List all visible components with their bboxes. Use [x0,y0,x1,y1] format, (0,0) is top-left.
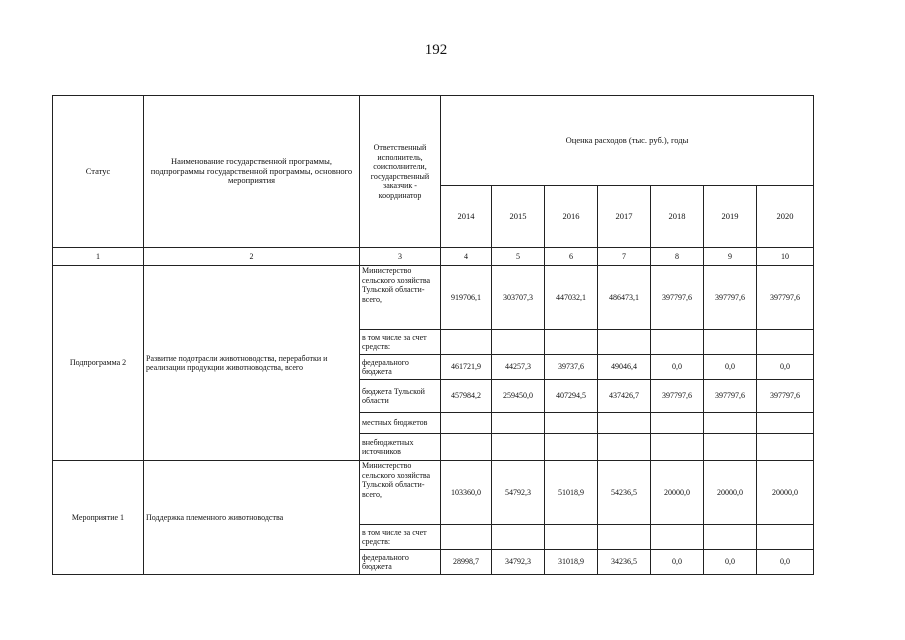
year-cell: 2020 [757,186,814,248]
value-cell: 20000,0 [651,461,704,525]
value-cell: 457984,2 [441,380,492,413]
table-row [53,266,814,330]
value-cell [598,413,651,434]
row-source: Министерство сельского хозяйства Тульской области- всего, [360,461,441,525]
value-cell [545,330,598,355]
value-cell: 397797,6 [704,380,757,413]
value-cell: 397797,6 [704,266,757,330]
value-cell: 437426,7 [598,380,651,413]
row-source: внебюджетных источников [360,434,441,461]
value-cell: 39737,6 [545,355,598,380]
value-cell: 103360,0 [441,461,492,525]
header-status: Статус [53,96,144,248]
row-source: в том числе за счет средств: [360,525,441,550]
value-cell: 397797,6 [757,380,814,413]
year-cell: 2016 [545,186,598,248]
row-source: федерального бюджета [360,355,441,380]
value-cell [492,330,545,355]
value-cell [598,330,651,355]
row-name: Поддержка племенного животноводства [144,461,360,575]
column-number: 2 [144,248,360,266]
value-cell [545,434,598,461]
column-number: 10 [757,248,814,266]
value-cell: 0,0 [757,550,814,575]
column-number: 7 [598,248,651,266]
value-cell: 54792,3 [492,461,545,525]
value-cell [441,434,492,461]
value-cell: 28998,7 [441,550,492,575]
value-cell [598,434,651,461]
value-cell: 461721,9 [441,355,492,380]
column-number: 9 [704,248,757,266]
value-cell: 20000,0 [757,461,814,525]
row-source: федерального бюджета [360,550,441,575]
value-cell [441,330,492,355]
value-cell: 919706,1 [441,266,492,330]
column-number: 8 [651,248,704,266]
value-cell: 407294,5 [545,380,598,413]
header-name: Наименование государственной программы, подпрограммы государственной программы, основного мероприятия [144,96,360,248]
value-cell: 397797,6 [757,266,814,330]
value-cell: 0,0 [651,550,704,575]
value-cell [757,525,814,550]
header-row-1 [53,96,814,186]
value-cell [757,413,814,434]
value-cell [545,413,598,434]
row-source: Министерство сельского хозяйства Тульской области- всего, [360,266,441,330]
value-cell: 259450,0 [492,380,545,413]
value-cell: 303707,3 [492,266,545,330]
year-cell: 2017 [598,186,651,248]
value-cell [492,434,545,461]
row-source: бюджета Тульской области [360,380,441,413]
year-cell: 2019 [704,186,757,248]
value-cell: 44257,3 [492,355,545,380]
row-source: местных бюджетов [360,413,441,434]
value-cell [704,330,757,355]
value-cell [441,413,492,434]
value-cell [757,434,814,461]
value-cell: 54236,5 [598,461,651,525]
header-executor: Ответственный исполнитель, соисполнители, государственный заказчик - координатор [360,96,441,248]
value-cell [704,434,757,461]
value-cell [545,525,598,550]
column-number: 1 [53,248,144,266]
value-cell: 0,0 [651,355,704,380]
value-cell: 0,0 [757,355,814,380]
value-cell [704,525,757,550]
page-number: 192 [424,42,448,58]
budget-table [52,95,814,575]
value-cell [651,525,704,550]
value-cell: 486473,1 [598,266,651,330]
column-number: 4 [441,248,492,266]
column-number: 6 [545,248,598,266]
row-source: в том числе за счет средств: [360,330,441,355]
value-cell: 49046,4 [598,355,651,380]
value-cell: 447032,1 [545,266,598,330]
value-cell: 20000,0 [704,461,757,525]
value-cell: 51018,9 [545,461,598,525]
column-number-row [53,248,814,266]
value-cell: 31018,9 [545,550,598,575]
row-name: Развитие подотрасли животноводства, переработки и реализации продукции животноводства, всего [144,266,360,461]
value-cell: 34792,3 [492,550,545,575]
value-cell [757,330,814,355]
table-row [53,461,814,525]
value-cell [651,330,704,355]
year-cell: 2018 [651,186,704,248]
column-number: 5 [492,248,545,266]
header-expenses: Оценка расходов (тыс. руб.), годы [441,96,814,186]
value-cell: 397797,6 [651,380,704,413]
value-cell [492,413,545,434]
value-cell: 397797,6 [651,266,704,330]
row-status: Мероприятие 1 [53,461,144,575]
value-cell [598,525,651,550]
value-cell [651,413,704,434]
value-cell [492,525,545,550]
value-cell [441,525,492,550]
year-cell: 2015 [492,186,545,248]
value-cell: 0,0 [704,355,757,380]
value-cell: 0,0 [704,550,757,575]
year-cell: 2014 [441,186,492,248]
value-cell [651,434,704,461]
column-number: 3 [360,248,441,266]
value-cell: 34236,5 [598,550,651,575]
row-status: Подпрограмма 2 [53,266,144,461]
value-cell [704,413,757,434]
